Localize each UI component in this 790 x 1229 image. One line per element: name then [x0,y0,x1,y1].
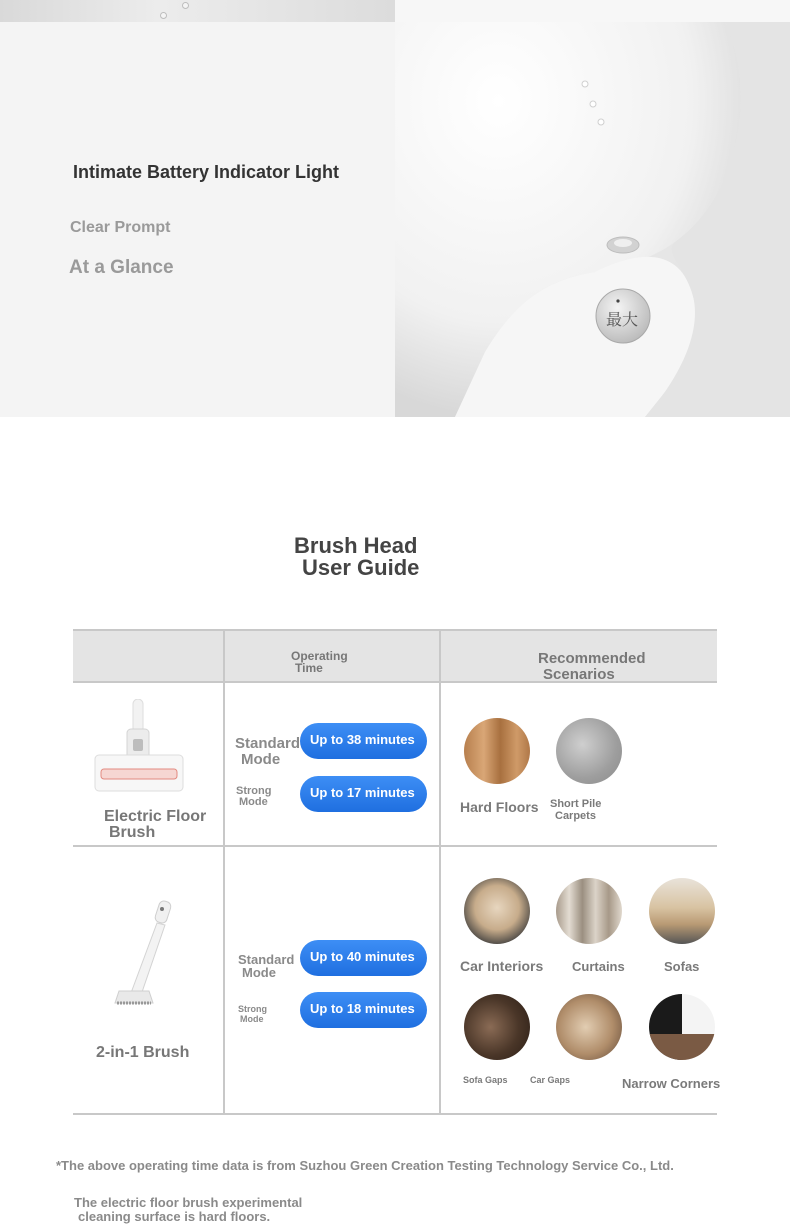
header-operating-time [291,650,348,674]
footnote-surface-line1: The electric floor brush experimental [74,1195,303,1210]
guide-title [294,535,419,579]
scenario-carpets-line1: Short Pile [550,798,602,810]
strong-mode-line1: Strong [238,1004,267,1014]
header-recommended-scenarios [538,651,646,683]
car-interiors-image [464,878,530,944]
standard-time-pill: Up to 38 minutes [300,723,427,759]
scenario-sofa-gaps: Sofa Gaps [463,1075,508,1085]
battery-hero-banner [0,0,790,417]
strong-time-pill: Up to 17 minutes [300,776,427,812]
scenario-sofas: Sofas [664,959,700,974]
guide-title-line1: Brush Head [294,533,418,558]
scenario-carpets-line2: Carpets [555,810,596,822]
strong-mode-label [236,786,271,808]
footnote-surface-line2: cleaning surface is hard floors. [78,1209,271,1224]
droplet-icon [160,12,167,19]
short-pile-carpets-image [556,718,622,784]
standard-mode-label [235,736,300,768]
max-button-glyph: 最大 [606,310,639,329]
standard-mode-line2: Mode [242,965,276,980]
hard-floors-image [464,718,530,784]
brush-name-line2: Brush [109,824,156,841]
brush-guide-table [73,629,721,1115]
two-in-one-brush-name: 2-in-1 Brush [96,1044,190,1061]
electric-floor-brush-image [93,699,185,795]
header-recommended-line2: Scenarios [543,666,615,683]
curtains-image [556,878,622,944]
strong-mode-label [238,1004,267,1024]
brush-name-line1: Electric Floor [104,808,207,825]
vacuum-body-illustration [395,22,790,417]
table-bottom-border [73,1113,717,1115]
table-row-divider [73,845,717,847]
standard-mode-line2: Mode [241,751,281,768]
scenario-curtains: Curtains [572,959,625,974]
table-divider [223,629,225,1115]
hero-subtitle-1: Clear Prompt [70,219,171,236]
header-operating-line1: Operating [291,649,348,663]
standard-time-pill: Up to 40 minutes [300,940,427,976]
strong-mode-line2: Mode [239,796,268,808]
narrow-corners-image [649,994,715,1060]
header-recommended-line1: Recommended [538,650,646,667]
standard-mode-line1: Standard [238,952,295,967]
water-droplets-strip [0,0,395,22]
electric-floor-brush-name [104,809,206,841]
scenario-hard-floors: Hard Floors [460,799,539,815]
footnote-test-data-source: *The above operating time data is from Suzhou Green Creation Testing Technology Service Co., Ltd. [56,1158,674,1173]
floor-shade [649,1034,715,1060]
table-divider [439,629,441,1115]
hero-subtitle-2: At a Glance [69,257,174,278]
scenario-car-interiors: Car Interiors [460,958,544,974]
hero-top-band [395,0,790,22]
droplet-icon [182,2,189,9]
strong-time-pill: Up to 18 minutes [300,992,427,1028]
guide-title-line2: User Guide [302,555,420,580]
strong-mode-line1: Strong [236,785,272,797]
car-gaps-image [556,994,622,1060]
two-in-one-brush-image [109,895,179,1015]
sofa-gaps-image [464,994,530,1060]
standard-mode-label [238,953,294,979]
sofas-image [649,878,715,944]
standard-mode-line1: Standard [235,735,301,752]
strong-mode-line2: Mode [240,1014,264,1024]
header-operating-line2: Time [295,661,323,675]
footnote-test-surface [74,1196,302,1224]
scenario-short-pile-carpets [550,798,601,822]
scenario-car-gaps: Car Gaps [530,1075,571,1085]
vacuum-body-image [395,22,790,417]
scenario-narrow-corners: Narrow Corners [622,1076,721,1091]
hero-title: Intimate Battery Indicator Light [73,162,340,182]
